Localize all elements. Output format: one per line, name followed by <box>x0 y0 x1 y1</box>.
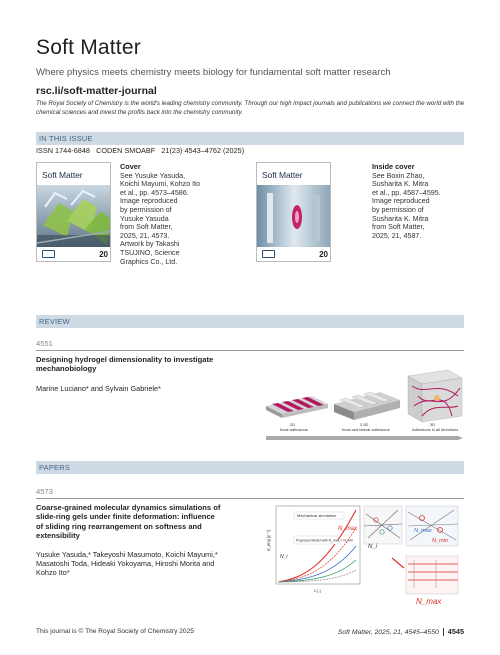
plot-ylabel: σ_eng [ε⁻³] <box>266 530 271 551</box>
review-title[interactable]: Designing hydrogel dimensionality to investigate mechanobiology <box>36 355 214 374</box>
plot-xlabel: λ [-] <box>314 588 321 593</box>
inside-cover-journal-name: Soft Matter <box>262 170 303 180</box>
fig-label-2-5d: 2.5D <box>360 422 369 427</box>
footer-page-number: 4545 <box>447 627 464 636</box>
front-cover-caption: Cover See Yusuke Yasuda, Koichi Mayumi, Kohzo Ito et al., pp. 4573–4586. Image reproduced by permission of Yusuke Yasuda from Soft Matter, 2025, 21, 4573. Artwork by Takashi TSUJINO, Science Graphics Co., Ltd. <box>120 162 201 266</box>
front-cover-image[interactable] <box>36 162 111 262</box>
issn: ISSN 1744-6848 <box>36 146 90 155</box>
diagram-ni-label: N_i <box>368 544 378 550</box>
rsc-blurb: The Royal Society of Chemistry is the world's leading chemistry community. Through our high impact journals and publications we connect the world with the chemical sciences and invest the profits back into the chemistry community. <box>36 100 465 116</box>
dimension-arrow-icon <box>266 436 463 440</box>
hydrogel-3d-icon <box>408 370 462 422</box>
cover-journal-name: Soft Matter <box>42 170 83 180</box>
plot-ni-label: N_i <box>280 554 288 560</box>
inside-cover-issue-number: 20 <box>319 250 328 259</box>
footer-copyright: This journal is © The Royal Society of Chemistry 2025 <box>36 628 194 635</box>
rsc-logo-icon <box>42 250 55 258</box>
hydrogel-2-5d-icon <box>334 392 400 420</box>
paper-figure <box>264 498 464 610</box>
stress-strain-plot <box>266 506 360 593</box>
footer-separator <box>443 628 444 636</box>
issue-info <box>36 146 244 155</box>
review-page-number: 4551 <box>36 339 53 348</box>
hydrogel-2d-icon <box>266 396 328 418</box>
journal-url[interactable]: rsc.li/soft-matter-journal <box>36 85 157 97</box>
volume-info: 21(23) 4543–4762 (2025) <box>161 146 245 155</box>
arrow-icon <box>392 558 404 568</box>
review-rule <box>36 350 464 351</box>
fig-label-3d: 3D <box>430 422 436 427</box>
slide-ring-network-diagram <box>364 506 458 606</box>
section-in-this-issue: IN THIS ISSUE <box>36 132 464 145</box>
inside-cover-image[interactable] <box>256 162 331 262</box>
footer-citation: Soft Matter, 2025, 21, 4545–4550 <box>337 629 439 636</box>
journal-title: Soft Matter <box>36 36 141 59</box>
journal-tagline: Where physics meets chemistry meets biology for fundamental soft matter research <box>36 67 391 78</box>
paper-page-number: 4573 <box>36 487 53 496</box>
section-review: REVIEW <box>36 315 464 328</box>
plot-legend-2: Proposed Model with N_max = N_min <box>296 538 354 543</box>
fig-label-2d: 2D <box>290 422 296 427</box>
section-papers: PAPERS <box>36 461 464 474</box>
footer-citation-block <box>338 627 464 636</box>
inside-cover-artwork <box>257 185 331 249</box>
rsc-logo-icon <box>262 250 275 258</box>
paper-authors: Yusuke Yasuda,* Takeyoshi Masumoto, Koichi Mayumi,* Masatoshi Toda, Hideaki Yokoyama, Hiroshi Morita and Kohzo Ito* <box>36 550 218 577</box>
fig-label-3d-sub: Adhesions in all directions <box>412 427 459 432</box>
inside-cover-caption: Inside cover See Boxin Zhao, Susharita K. Mitra et al., pp. 4587–4595. Image reproduced by permission of Susharita K. Mitra from Soft Matter, 2025, 21, 4587. <box>372 162 441 240</box>
plot-nmax-label: N_max <box>338 526 358 532</box>
review-authors: Marine Luciano* and Sylvain Gabriele* <box>36 384 161 393</box>
cover-issue-number: 20 <box>99 250 108 259</box>
fig-label-2d-sub: focal adhesions <box>280 427 308 432</box>
front-cover-artwork <box>37 185 111 249</box>
inside-cover-heading: Inside cover <box>372 162 415 171</box>
paper-title[interactable]: Coarse-grained molecular dynamics simulations of slide-ring gels under finite deformation: influence of sliding ring rearrangement on softness and extensibility <box>36 503 221 540</box>
plot-legend-1: Mechanical simulation <box>297 513 337 518</box>
coden: CODEN SMOABF <box>96 146 156 155</box>
fig-label-2-5d-sub: focal and lateral adhesions <box>342 427 390 432</box>
diagram-nmax-label-blue: N_max <box>414 528 432 534</box>
cover-heading: Cover <box>120 162 141 171</box>
diagram-nmax-label-red: N_max <box>416 597 442 606</box>
review-figure <box>262 366 464 446</box>
diagram-nmin-label: N_min <box>432 538 449 544</box>
